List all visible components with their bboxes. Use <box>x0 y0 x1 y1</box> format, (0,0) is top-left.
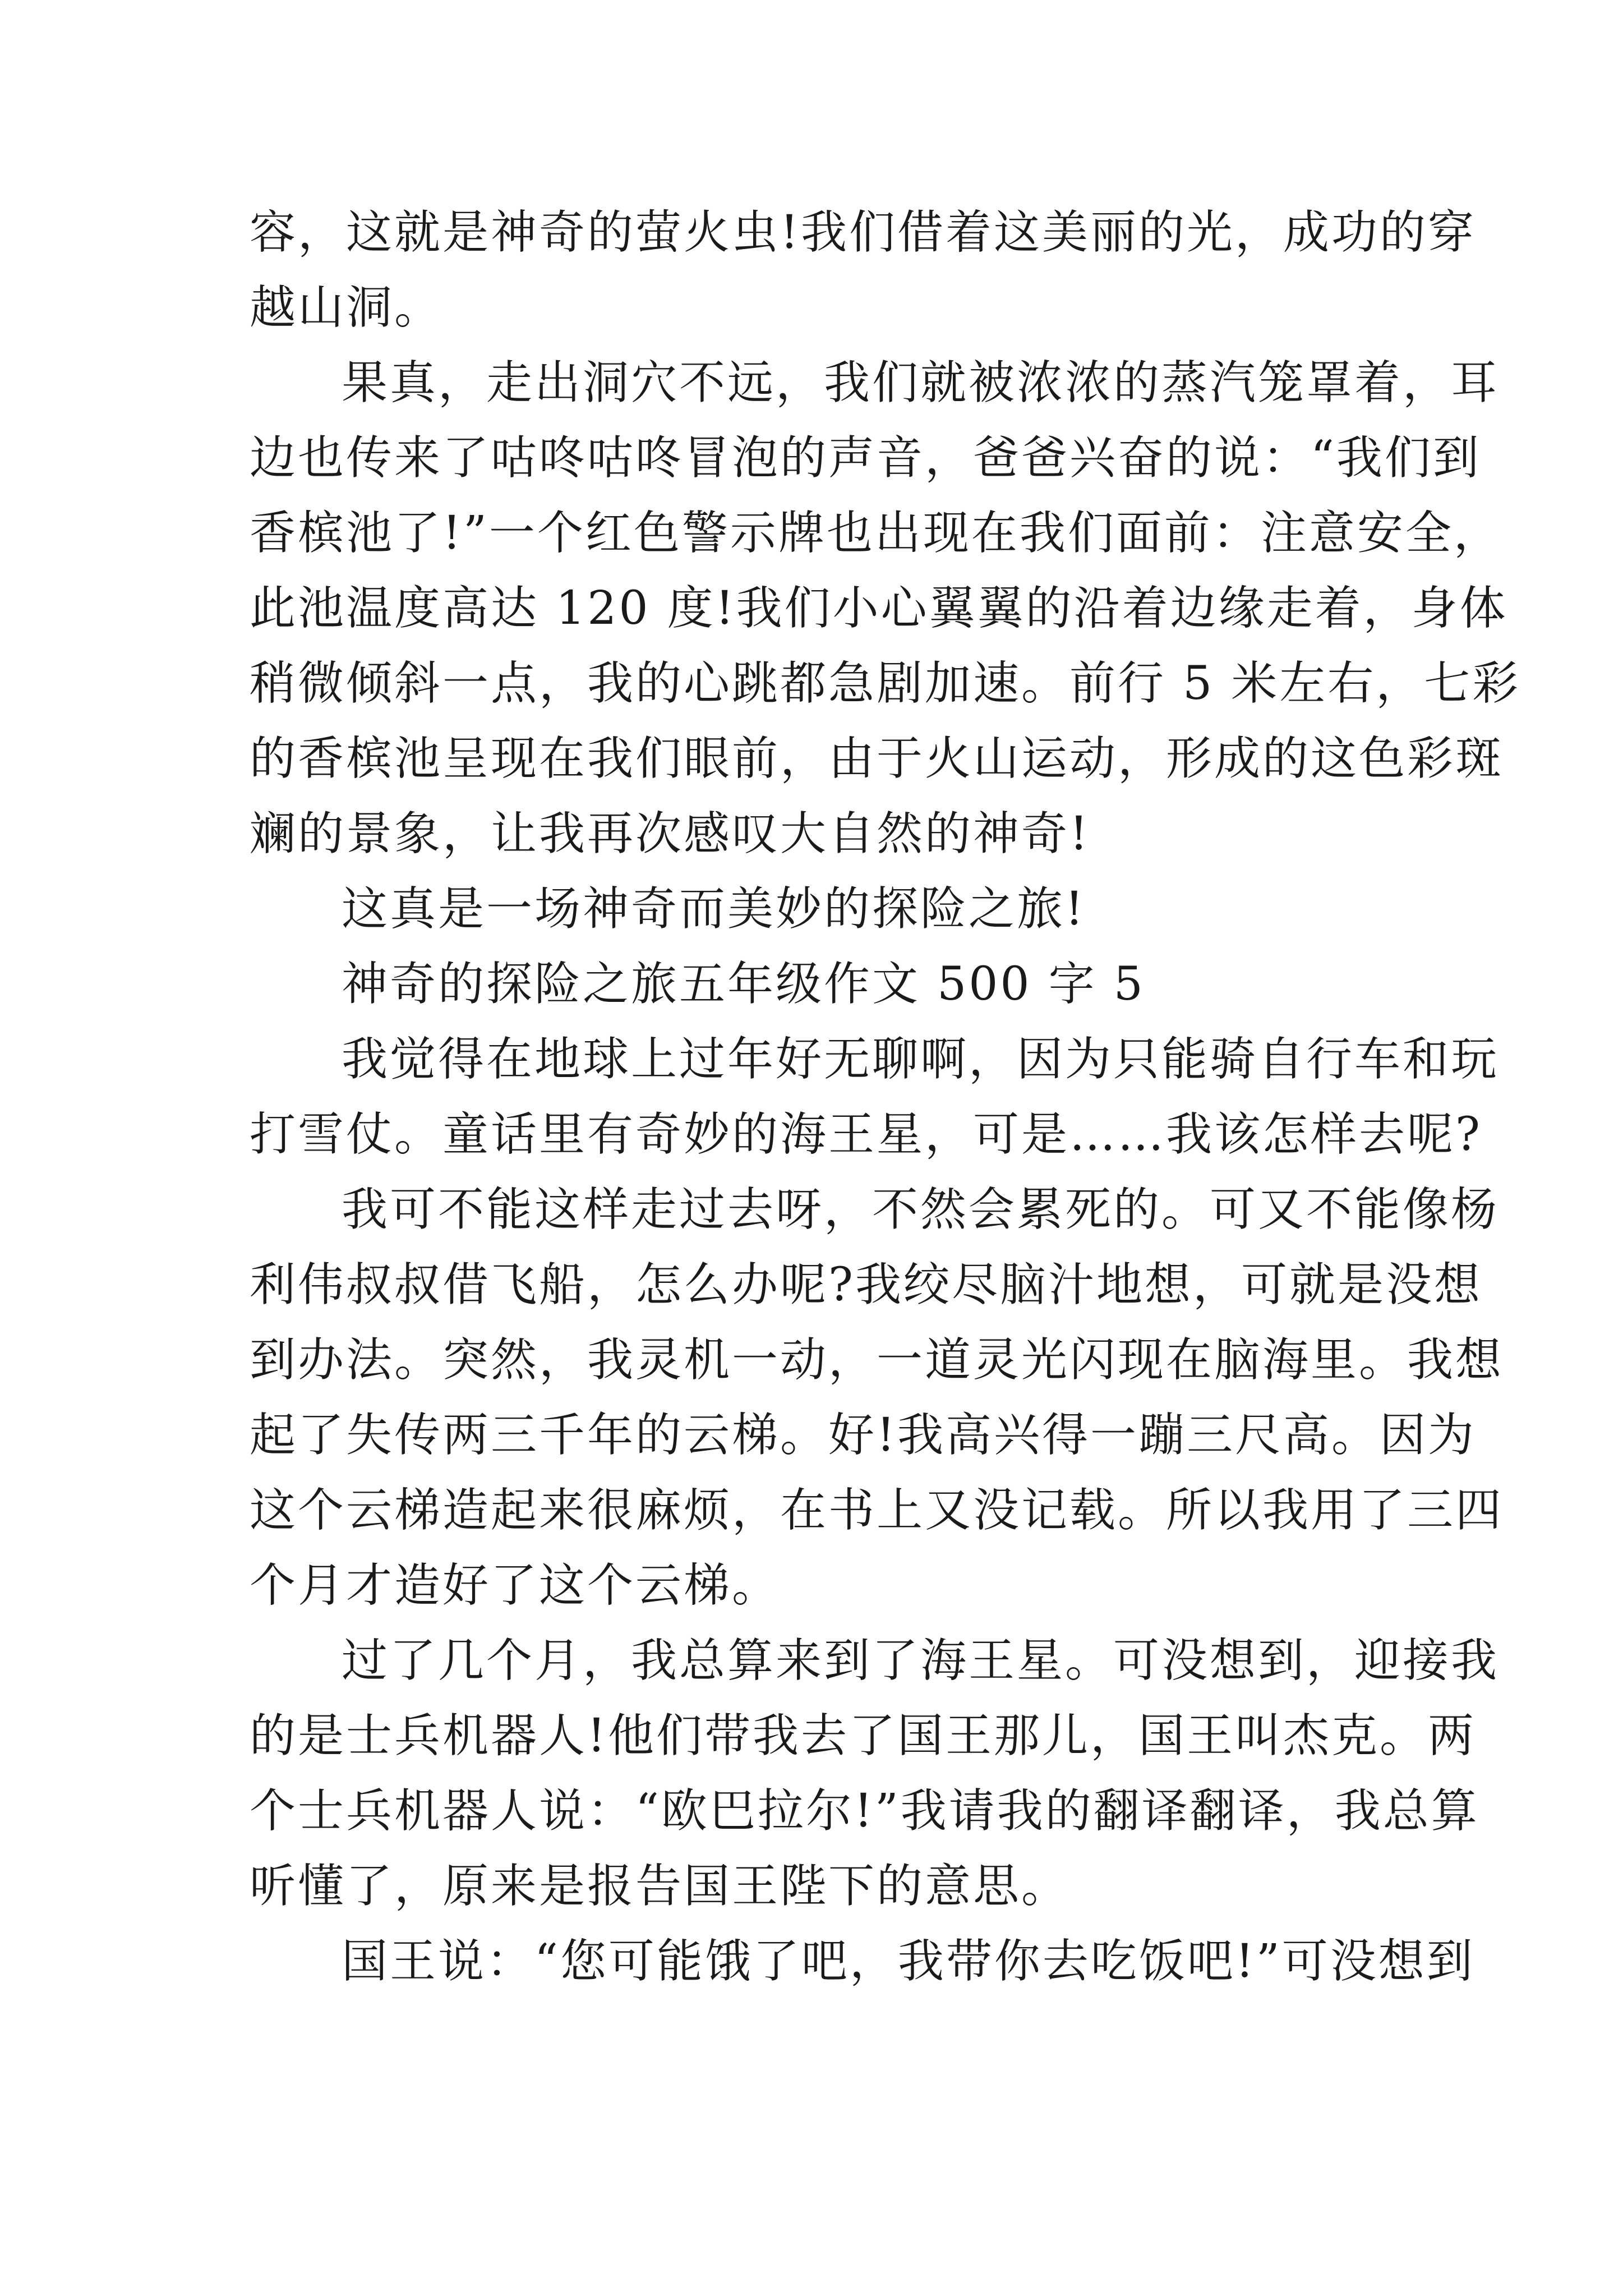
text-line <box>250 1323 1504 1398</box>
line-text: 的是士兵机器人!他们带我去了国王那儿，国王叫杰克。两 <box>250 1709 1476 1763</box>
line-text: 到办法。突然，我灵机一动，一道灵光闪现在脑海里。我想 <box>250 1333 1504 1387</box>
line-text: 容，这就是神奇的萤火虫!我们借着这美丽的光，成功的穿 <box>250 206 1476 259</box>
line-text: 这个云梯造起来很麻烦，在书上又没记载。所以我用了三四 <box>250 1484 1504 1537</box>
text-line <box>250 1924 1475 1999</box>
line-text: 利伟叔叔借飞船，怎么办呢?我绞尽脑汁地想，可就是没想 <box>250 1258 1482 1312</box>
text-line <box>250 1248 1482 1323</box>
line-text: 打雪仗。童话里有奇妙的海王星，可是……我该怎样去呢? <box>250 1108 1482 1161</box>
text-line <box>250 1398 1476 1473</box>
line-text: 个月才造好了这个云梯。 <box>250 1559 781 1612</box>
text-line <box>250 646 1521 721</box>
text-line <box>250 195 1476 270</box>
text-line <box>250 872 1394 947</box>
line-text: 香槟池了!”一个红色警示牌也出现在我们面前：注意安全， <box>250 507 1502 560</box>
line-text: 我可不能这样走过去呀，不然会累死的。可又不能像杨 <box>342 1183 1500 1236</box>
paragraph <box>250 947 1394 1022</box>
text-line <box>250 1473 1504 1548</box>
line-text: 果真，走出洞穴不远，我们就被浓浓的蒸汽笼罩着，耳 <box>342 356 1500 409</box>
paragraph <box>250 1172 1504 1623</box>
text-line <box>250 1172 1500 1248</box>
line-text: 起了失传两三千年的云梯。好!我高兴得一蹦三尺高。因为 <box>250 1409 1476 1462</box>
line-text: 我觉得在地球上过年好无聊啊，因为只能骑自行车和玩 <box>342 1033 1500 1086</box>
line-text: 个士兵机器人说：“欧巴拉尔!”我请我的翻译翻译，我总算 <box>250 1784 1479 1838</box>
text-line <box>250 270 1394 346</box>
line-text: 神奇的探险之旅五年级作文 500 字 5 <box>342 958 1145 1011</box>
line-text: 此池温度高达 120 度!我们小心翼翼的沿着边缘走着，身体 <box>250 582 1508 635</box>
paragraph <box>250 1022 1500 1172</box>
line-text: 越山洞。 <box>250 281 443 334</box>
line-text: 听懂了，原来是报告国王陛下的意思。 <box>250 1860 1070 1913</box>
text-line <box>250 947 1394 1022</box>
paragraph <box>250 346 1521 872</box>
line-text: 这真是一场神奇而美妙的探险之旅! <box>342 882 1086 936</box>
paragraph <box>250 195 1476 346</box>
text-line <box>250 1623 1500 1699</box>
line-text: 国王说：“您可能饿了吧，我带你去吃饭吧!”可没想到 <box>342 1935 1475 1988</box>
text-line <box>250 1699 1476 1774</box>
paragraph <box>250 1924 1475 1999</box>
line-text: 的香槟池呈现在我们眼前，由于火山运动，形成的这色彩斑 <box>250 732 1504 785</box>
text-line <box>250 1022 1500 1097</box>
text-line <box>250 1849 1394 1924</box>
paragraph <box>250 872 1394 947</box>
line-text: 过了几个月，我总算来到了海王星。可没想到，迎接我 <box>342 1634 1500 1687</box>
document-body <box>250 195 1521 1999</box>
text-line <box>250 1774 1479 1849</box>
text-line <box>250 1548 1394 1623</box>
paragraph <box>250 1623 1500 1924</box>
line-text: 边也传来了咕咚咕咚冒泡的声音，爸爸兴奋的说：“我们到 <box>250 431 1481 485</box>
line-text: 斓的景象，让我再次感叹大自然的神奇! <box>250 807 1090 861</box>
text-line <box>250 346 1500 421</box>
text-line <box>250 496 1502 571</box>
line-text: 稍微倾斜一点，我的心跳都急剧加速。前行 5 米左右，七彩 <box>250 657 1521 710</box>
text-line <box>250 721 1504 797</box>
text-line <box>250 1097 1482 1172</box>
text-line <box>250 571 1508 646</box>
text-line <box>250 797 1394 872</box>
text-line <box>250 421 1481 496</box>
